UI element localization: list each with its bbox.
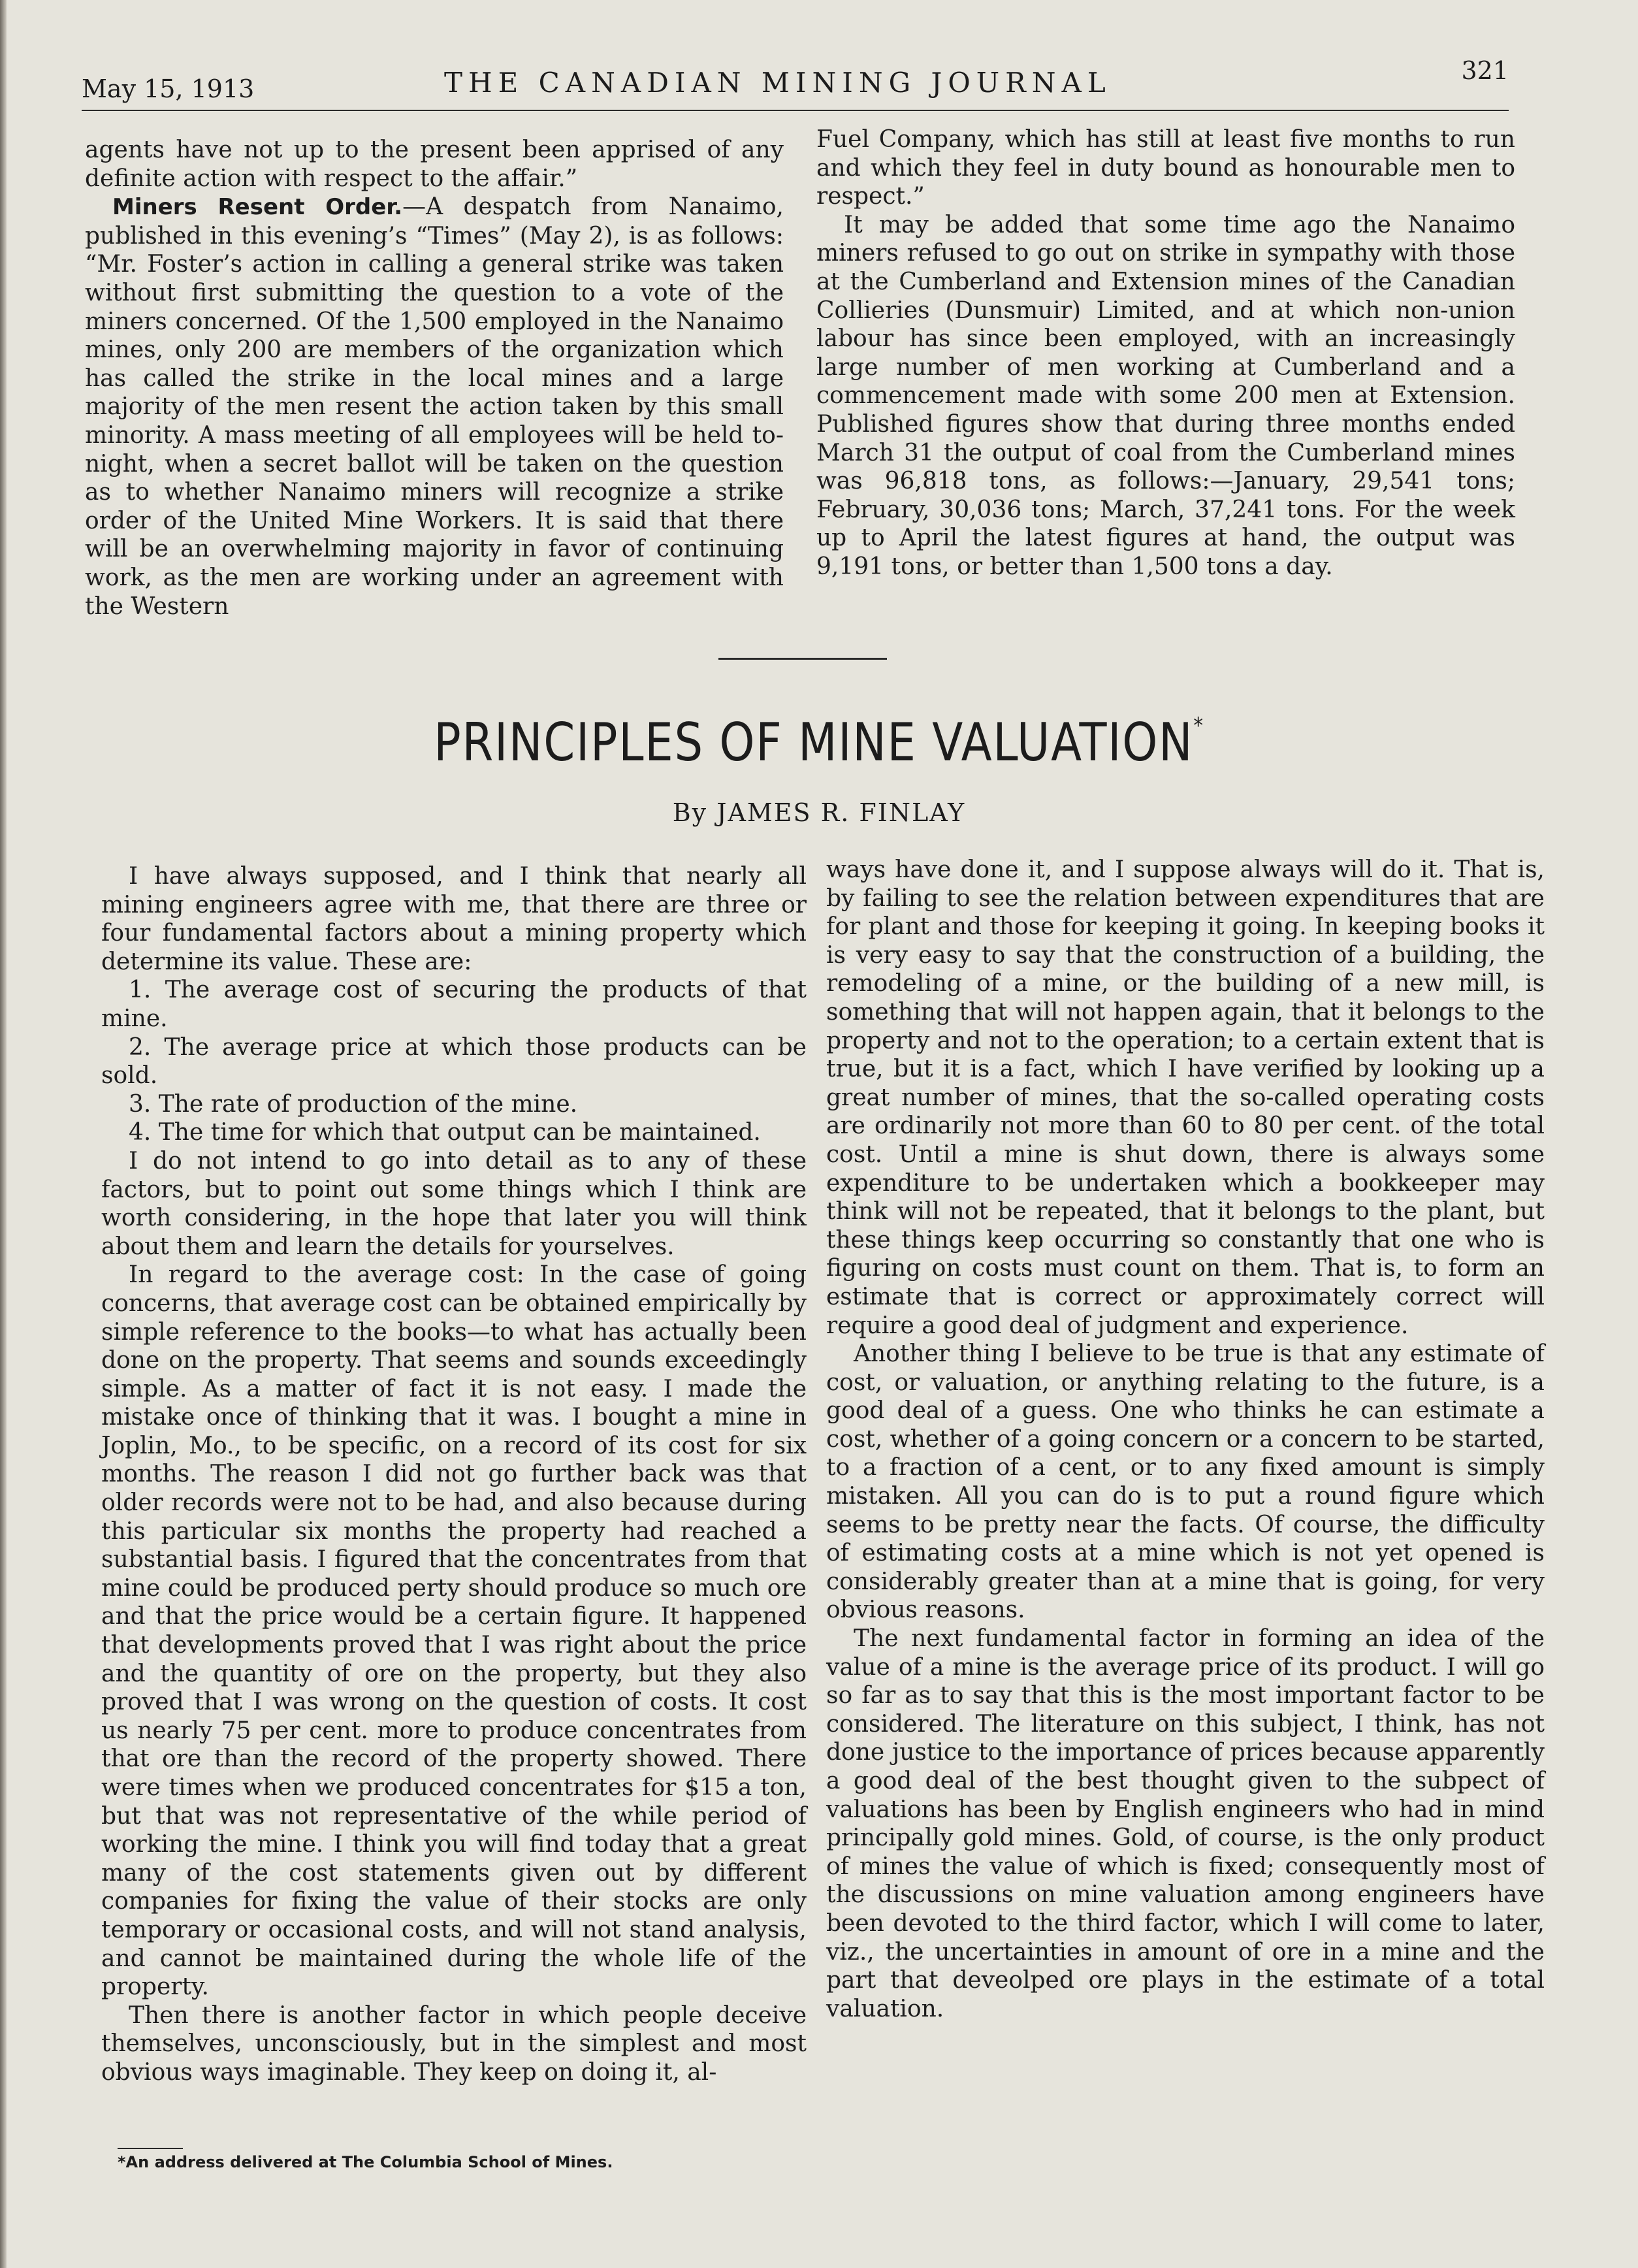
continued-article-right-column [816, 125, 1515, 581]
continued-article-left-column [85, 136, 784, 621]
article-title-text: PRINCIPLES OF MINE VALUATION [434, 712, 1194, 773]
paragraph: In regard to the average cost: In the case of going concerns, that average cost can be obtained empirically by simple reference to the books—to what has actually been done on the property. That seems and sounds exceedingly simple. As a matter of fact it is not easy. I made the mistake once of thinking that it was. I bought a mine in Joplin, Mo., to be specific, on a record of its cost for six months. The reason I did not go further back was that older records were not to be had, and also because during this particular six months the property had reached a substantial basis. I figured that the concentrates from that mine could be produced perty should produce so much ore and that the price would be a certain figure. It happened that developments proved that I was right about the price and the quantity of ore on the property, but they also proved that I was wrong on the question of costs. It cost us nearly 75 per cent. more to produce concentrates from that ore than the record of the property showed. There were times when we produced concentrates for $15 a ton, but that was not representative of the while period of working the mine. I think you will find today that a great many of the cost statements given out by different companies for fixing the value of their stocks are only temporary or occasional costs, and will not stand analysis, and cannot be maintained during the whole life of the property. [101, 1261, 807, 2001]
footnote-rule [118, 2148, 183, 2149]
paragraph: I do not intend to go into detail as to any of these factors, but to point out some things which I think are worth considering, in the hope that later you will think about them and learn the details for yourselves. [101, 1147, 807, 1260]
paragraph: agents have not up to the present been apprised of any definite action with respect to the affair.” [85, 137, 784, 192]
page-binding-edge [0, 0, 7, 2268]
journal-title: THE CANADIAN MINING JOURNAL [444, 67, 1112, 99]
page-header [82, 55, 1509, 114]
issue-date: May 15, 1913 [82, 74, 255, 103]
footnote: *An address delivered at The Columbia School of Mines. [118, 2153, 613, 2171]
list-item: 3. The rate of production of the mine. [129, 1090, 578, 1118]
header-rule [82, 110, 1509, 111]
list-item: 1. The average cost of securing the products of that mine. [101, 977, 807, 1032]
list-item: 2. The average price at which those products can be sold. [101, 1033, 807, 1090]
paragraph-text: —A despatch from Nanaimo, published in this evening’s “Times” (May 2), is as follows: “Mr. Foster’s action in calling a general strike was taken without first submitting the question to a vote of the miners concerned. Of the 1,500 employed in the Nanaimo mines, only 200 are members of the organization which has called the strike in the local mines and a large majority of the men resent the action taken by this small minority. A mass meeting of all employees will be held to-night, when a secret ballot will be taken on the question as to whether Nanaimo miners will recognize a strike order of the United Mine Workers. It is said that there will be an overwhelming majority in favor of continuing work, as the men are working under an agreement with the Western [85, 193, 784, 620]
article-title [115, 712, 1524, 773]
article-byline: By JAMES R. FINLAY [672, 798, 966, 827]
paragraph: Fuel Company, which has still at least five months to run and which they feel in duty bound as honourable men to respect.” [816, 126, 1515, 210]
page-number: 321 [1461, 56, 1509, 85]
paragraph-miners-resent-order [85, 193, 784, 621]
article-left-column [101, 862, 807, 2087]
paragraph: It may be added that some time ago the Nanaimo miners refused to go out on strike in sympathy with those at the Cumberland and Extension mines of the Canadian Collieries (Dunsmuir) Limited, and at which non-union labour has since been employed, with an increasingly large number of men working at Cumberland and a commencement made with some 200 men at Extension. Published figures show that during three months ended March 31 the output of coal from the Cumberland mines was 96,818 tons, as follows:—January, 29,541 tons; February, 30,036 tons; March, 37,241 tons. For the week up to April the latest figures at hand, the output was 9,191 tons, or better than 1,500 tons a day. [816, 211, 1515, 580]
section-separator-rule [718, 658, 887, 660]
paragraph: ways have done it, and I suppose always will do it. That is, by failing to see the relation between expenditures that are for plant and those for keeping it going. In keeping books it is very easy to say that the construction of a building, the remodeling of a mine, or the building of a new mill, is something that will not happen again, that it belongs to the property and not to the operation; to a certain extent that is true, but it is a fact, which I have verified by looking up a great number of mines, that the so-called operating costs are ordinarily not more than 60 to 80 per cent. of the total cost. Until a mine is shut down, there is always some expenditure to be undertaken which a bookkeeper may think will not be repeated, that it belongs to the plant, but these things keep occurring so constantly that one who is figuring on costs must count on them. That is, to form an estimate that is correct or approximately correct will require a good deal of judgment and experience. [826, 856, 1545, 1339]
paragraph: Another thing I believe to be true is that any estimate of cost, or valuation, or anything relating to the future, is a good deal of a guess. One who thinks he can estimate a cost, whether of a going concern or a concern to be started, to a fraction of a cent, or to any fixed amount is simply mistaken. All you can do is to put a round figure which seems to be pretty near the facts. Of course, the difficulty of estimating costs at a mine which is not yet opened is considerably greater than at a mine that is going, for very obvious reasons. [826, 1340, 1545, 1624]
article-right-column [826, 856, 1545, 2023]
paragraph: Then there is another factor in which people deceive themselves, unconsciously, but in the simplest and most obvious ways imaginable. They keep on doing it, al- [101, 2001, 807, 2086]
paragraph-intro: I have always supposed, and I think that nearly all mining engineers agree with me, that there are three or four fundamental factors about a mining property which determine its value. These are: [101, 863, 807, 975]
section-lead-in: Miners Resent Order. [112, 194, 403, 221]
footnote-mark: * [1193, 713, 1204, 739]
paragraph: The next fundamental factor in forming an idea of the value of a mine is the average price of its product. I will go so far as to say that this is the most important factor to be considered. The literature on this subject, I think, has not done justice to the importance of prices because apparently a good deal of the best thought given to the subpect of valuations has been by English engineers who had in mind principally gold mines. Gold, of course, is the only product of mines the value of which is fixed; consequently most of the discussions on mine valuation among engineers have been devoted to the third factor, which I will come to later, viz., the uncertainties in amount of ore in a mine and the part that deveolped ore plays in the estimate of a total valuation. [826, 1625, 1545, 2022]
list-item: 4. The time for which that output can be maintained. [129, 1119, 761, 1146]
